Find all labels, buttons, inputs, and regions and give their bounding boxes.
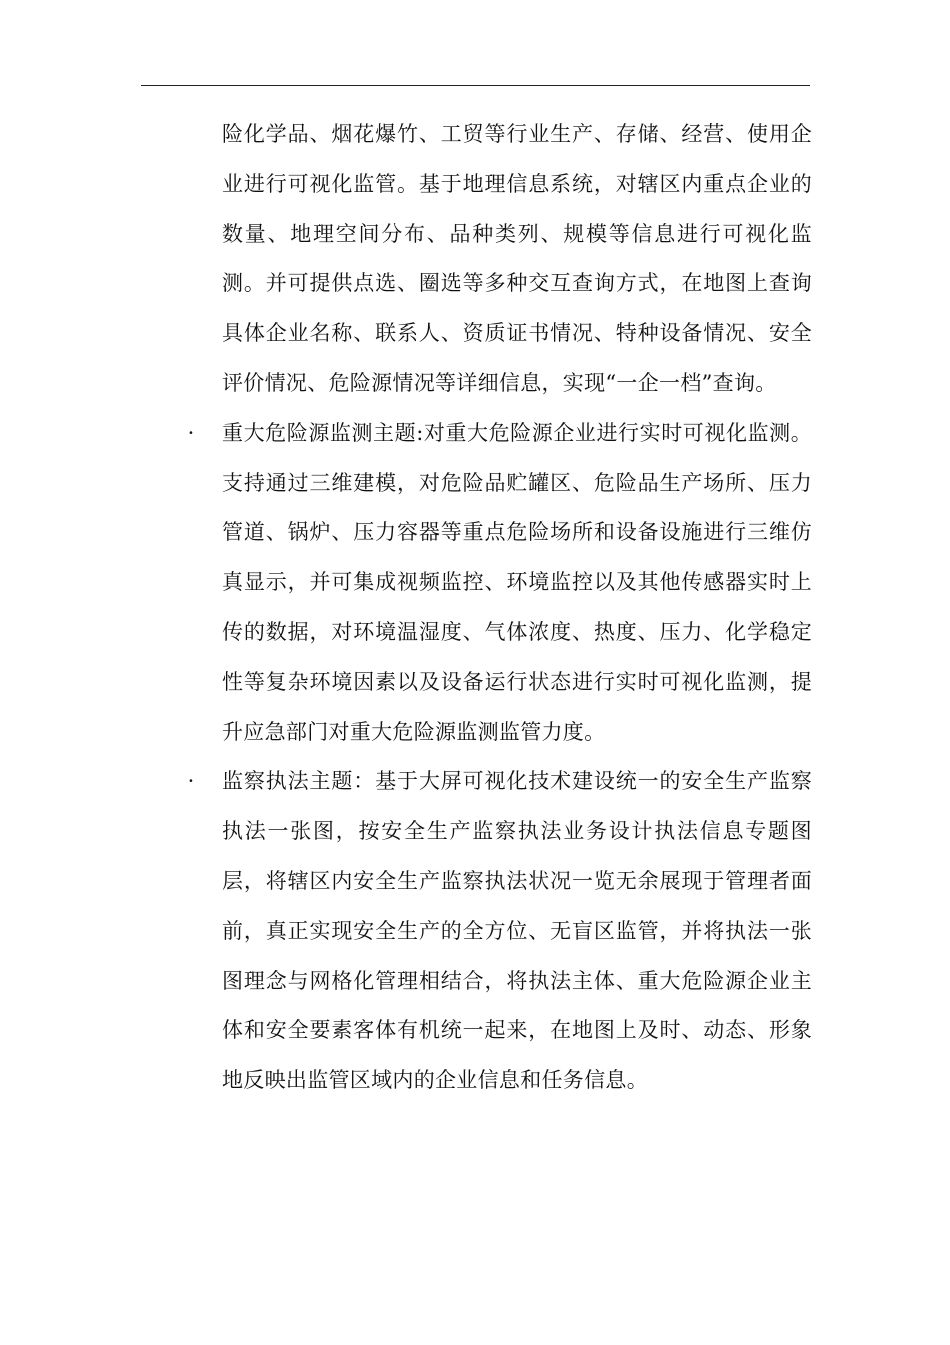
- bullet-item-major-hazard: [187, 409, 812, 758]
- bullet-marker: ·: [187, 769, 195, 794]
- document-body: [187, 110, 812, 1106]
- bullet-item-enforcement: [187, 757, 812, 1106]
- bullet-text: 重大危险源监测主题:对重大危险源企业进行实时可视化监测。支持通过三维建模，对危险品贮罐区、危险品生产场所、压力管道、锅炉、压力容器等重点危险场所和设备设施进行三维仿真显示，并可集成视频监控、环境监控以及其他传感器实时上传的数据，对环境温湿度、气体浓度、热度、压力、化学稳定性等复杂环境因素以及设备运行状态进行实时可视化监测，提升应急部门对重大危险源监测监管力度。: [222, 420, 812, 744]
- bullet-marker: ·: [187, 420, 195, 445]
- continuation-paragraph: 险化学品、烟花爆竹、工贸等行业生产、存储、经营、使用企业进行可视化监管。基于地理信息系统，对辖区内重点企业的数量、地理空间分布、品种类列、规模等信息进行可视化监测。并可提供点选、圈选等多种交互查询方式，在地图上查询具体企业名称、联系人、资质证书情况、特种设备情况、安全评价情况、危险源情况等详细信息，实现“一企一档”查询。: [222, 122, 812, 395]
- header-rule: [141, 85, 810, 86]
- bullet-text: 监察执法主题：基于大屏可视化技术建设统一的安全生产监察执法一张图，按安全生产监察执法业务设计执法信息专题图层，将辖区内安全生产监察执法状况一览无余展现于管理者面前，真正实现安全生产的全方位、无盲区监管，并将执法一张图理念与网格化管理相结合，将执法主体、重大危险源企业主体和安全要素客体有机统一起来，在地图上及时、动态、形象地反映出监管区域内的企业信息和任务信息。: [222, 769, 812, 1093]
